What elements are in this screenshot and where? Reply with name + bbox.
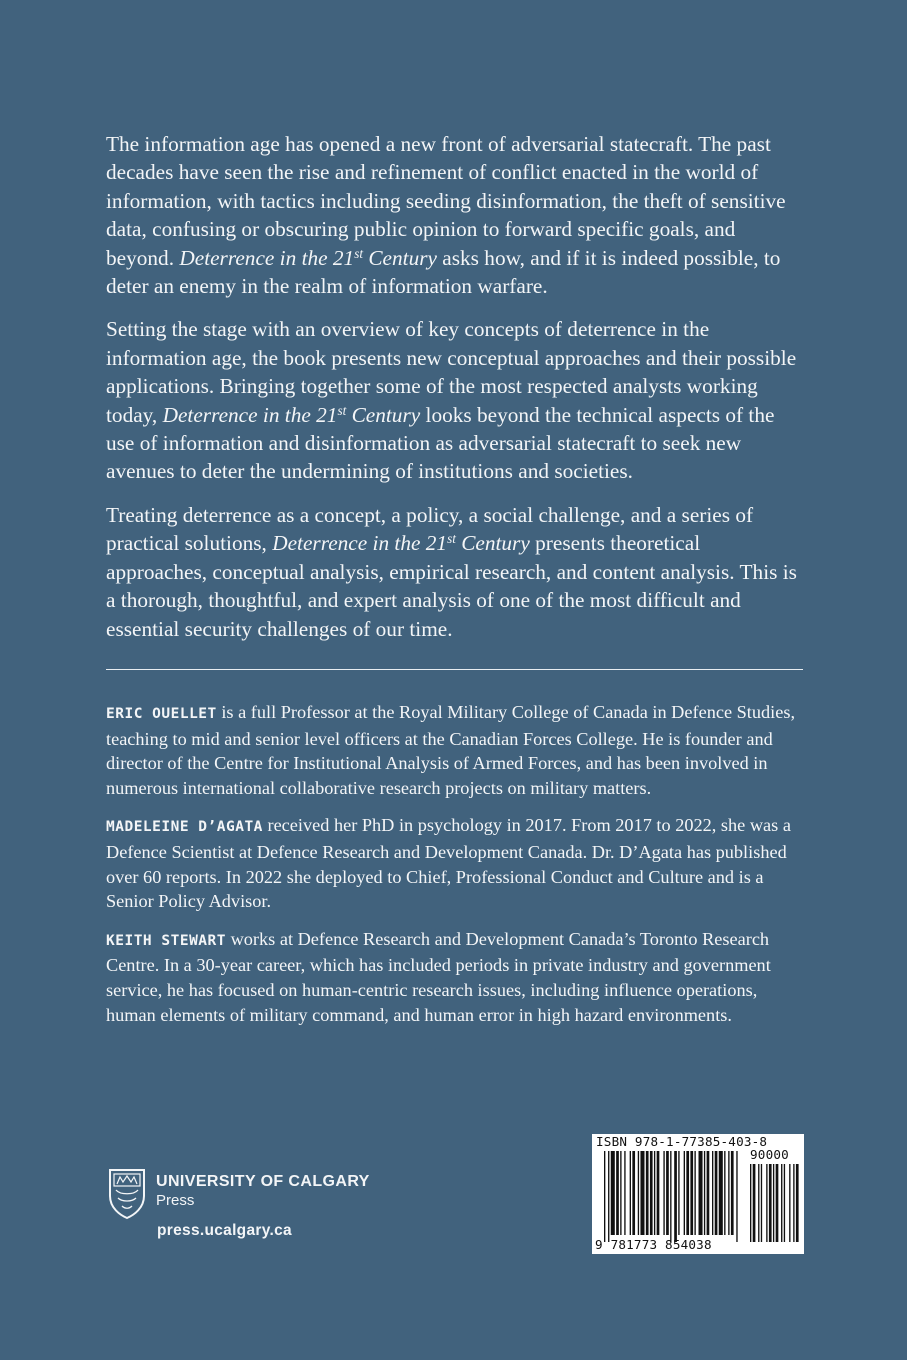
barcode-bar <box>608 1151 609 1242</box>
barcode-bar <box>638 1151 639 1235</box>
barcode-bar <box>657 1151 660 1235</box>
barcode-bar <box>753 1164 756 1242</box>
barcode-bar <box>646 1151 649 1235</box>
price-code: 90000 <box>750 1147 789 1162</box>
blurb-paragraph-1: The information age has opened a new front of adversarial statecraft. The past decades have seen the rise and refinement of conflict enacted in the world of information, with tactics including seeding disinformation, the theft of sensitive data, confusing or obscuring public opinion to forward specific goals, and beyond. Deterrence in the 21st Century asks how, and if it is indeed possible, to deter an enemy in the realm of information warfare. <box>106 132 786 299</box>
barcode-bar <box>781 1164 782 1242</box>
barcode-bar <box>773 1164 774 1242</box>
blurb-paragraph-2: Setting the stage with an overview of key concepts of deterrence in the information age, the book presents new conceptual approaches and their possible applications. Bringing together some of the most respected analysts working today, Deterrence in the 21st Century looks beyond the technical aspects of the use of information and disinformation as adversarial statecraft to seek new avenues to deter the undermining of institutions and societies. <box>106 317 797 484</box>
barcode-bar <box>624 1151 625 1235</box>
blurb-paragraph-3: Treating deterrence as a concept, a policy, a social challenge, and a series of practical solutions, Deterrence in the 21st Century presents theoretical approaches, conceptual analysis, empirical research, and content analysis. This is a thorough, thoughtful, and expert analysis of one of the most difficult and essential security challenges of our time. <box>106 502 797 641</box>
publisher-url[interactable]: press.ucalgary.ca <box>157 1222 292 1239</box>
barcode-bar <box>678 1151 679 1235</box>
author-bios <box>106 700 806 1040</box>
author-name: KEITH STEWART <box>106 932 226 949</box>
barcode-bar <box>704 1151 705 1235</box>
barcode-bar <box>650 1151 653 1235</box>
barcode-bar <box>758 1164 759 1242</box>
book-title: Deterrence in the 21st Century <box>272 531 530 556</box>
author-bio <box>106 813 806 913</box>
shield-crest-icon <box>108 1168 146 1220</box>
isbn-text: ISBN 978-1-77385-403-8 <box>596 1134 768 1149</box>
barcode-bar <box>766 1164 767 1242</box>
barcode-bar <box>736 1151 737 1242</box>
barcode-bar <box>686 1151 689 1235</box>
barcode-bar <box>663 1151 664 1235</box>
barcode-bar <box>666 1151 669 1235</box>
barcode-bar <box>750 1164 751 1242</box>
barcode-bar <box>630 1151 631 1235</box>
barcode-bar <box>616 1151 619 1235</box>
author-name: ERIC OUELLET <box>106 706 217 722</box>
barcode-bar <box>761 1164 762 1242</box>
book-title: Deterrence in the 21st Century <box>179 245 437 270</box>
barcode-bar <box>611 1151 615 1235</box>
barcode-bar <box>728 1151 729 1235</box>
barcode-bar <box>604 1151 605 1242</box>
section-divider <box>106 669 803 670</box>
barcode-bar <box>789 1164 790 1242</box>
author-bio-text: is a full Professor at the Royal Military College of Canada in Defence Studies, teaching to mid and senior level officers at the Canadian Forces College. He is founder and director of the Centre for Institutional Analysis of Armed Forces, and has been involved in numerous international collaborative research projects on military matters. <box>106 702 796 798</box>
description-blurb <box>106 130 806 658</box>
ean-digits: 9 781773 854038 <box>595 1237 712 1252</box>
barcode-bar <box>776 1164 779 1242</box>
author-bio-text: received her PhD in psychology in 2017. From 2017 to 2022, she was a Defence Scientist at Defence Research and Development Canada. Dr. D’Agata has published over 60 reports. In 2022 she deployed to Chief, Professional Conduct and Culture and is a Senior Policy Advisor. <box>106 815 791 912</box>
barcode-bar <box>620 1151 621 1235</box>
author-bio <box>106 927 806 1027</box>
publisher-logo <box>108 1168 370 1220</box>
barcode-bar <box>707 1151 710 1235</box>
barcode-bar <box>712 1151 713 1235</box>
book-title: Deterrence in the 21st Century <box>162 402 421 427</box>
author-bio <box>106 700 806 800</box>
isbn-barcode <box>592 1134 804 1254</box>
barcode-bar <box>731 1151 734 1235</box>
barcode-bar <box>719 1151 723 1235</box>
author-name: MADELEINE D’AGATA <box>106 819 263 836</box>
barcode-bar <box>784 1164 785 1242</box>
barcode-bar <box>715 1151 718 1235</box>
barcode-bar <box>699 1151 703 1235</box>
barcode-bar <box>694 1151 695 1235</box>
barcode-bar <box>670 1151 671 1242</box>
publisher-imprint: Press <box>156 1192 195 1209</box>
barcode-bar <box>793 1164 794 1242</box>
author-bio-text: works at Defence Research and Development Canada’s Toronto Research Centre. In a 30-year career, which has included periods in private industry and government service, he has focused on human-centric research issues, including influence operations, human elements of military command, and human error in high hazard environments. <box>106 928 771 1025</box>
barcode-bar <box>724 1151 725 1235</box>
barcode-bar <box>640 1151 644 1235</box>
barcode-bar <box>769 1164 772 1242</box>
barcode-bar <box>796 1164 799 1242</box>
barcode-bar <box>690 1151 693 1235</box>
barcode-bar <box>674 1151 677 1242</box>
barcode-bar <box>684 1151 685 1235</box>
barcode-bar <box>654 1151 655 1235</box>
publisher-name: UNIVERSITY OF CALGARY <box>156 1173 370 1190</box>
barcode-bar <box>632 1151 635 1235</box>
